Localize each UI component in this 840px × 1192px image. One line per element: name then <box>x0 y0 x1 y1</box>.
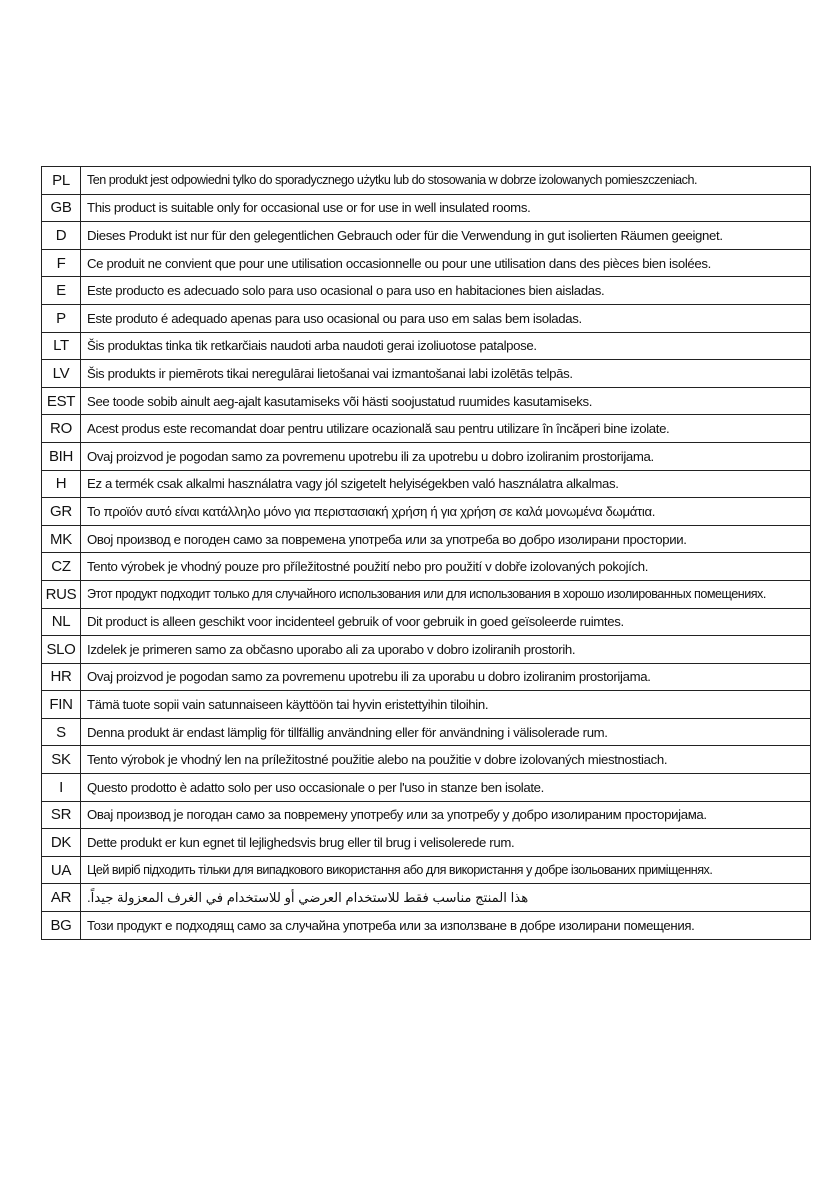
table-row-sk <box>42 746 811 774</box>
statement-text: Този продукт е подходящ само за случайна употреба или за използване в добре изолирани помещения. <box>87 917 695 933</box>
suitability-statement <box>81 884 811 912</box>
language-code: SK <box>42 746 81 774</box>
table-row-hr <box>42 663 811 691</box>
statement-text: Ovaj proizvod je pogodan samo za povremenu upotrebu ili za upotrebu u dobro izoliranim prostorijama. <box>87 448 654 464</box>
statement-text: Acest produs este recomandat doar pentru utilizare ocazională sau pentru utilizare în încăperi bine izolate. <box>87 421 670 437</box>
statement-text: Ez a termék csak alkalmi használatra vagy jól szigetelt helyiségekben való használatra alkalmas. <box>87 476 619 492</box>
suitability-statement <box>81 470 811 498</box>
suitability-statement <box>81 194 811 222</box>
table-row-e <box>42 277 811 305</box>
suitability-statement <box>81 249 811 277</box>
statement-text: This product is suitable only for occasional use or for use in well insulated rooms. <box>87 200 531 216</box>
suitability-statement <box>81 277 811 305</box>
suitability-statement <box>81 746 811 774</box>
language-code: AR <box>42 884 81 912</box>
suitability-statement <box>81 856 811 884</box>
suitability-statement <box>81 636 811 664</box>
language-table-body <box>42 167 811 940</box>
language-code: LT <box>42 332 81 360</box>
suitability-statement <box>81 304 811 332</box>
statement-text: Этот продукт подходит только для случайного использования или для использования в хорошо изолированных помещениях. <box>87 587 766 602</box>
statement-text: Ovaj proizvod je pogodan samo za povremenu upotrebu ili za uporabu u dobro izoliranim prostorijama. <box>87 669 651 685</box>
suitability-statement <box>81 608 811 636</box>
statement-text: Ten produkt jest odpowiedni tylko do sporadycznego użytku lub do stosowania w dobrze izolowanych pomieszczeniach. <box>87 173 697 188</box>
statement-text: Šis produkts ir piemērots tikai neregulārai lietošanai vai izmantošanai labi izolētās telpās. <box>87 365 573 381</box>
language-code: D <box>42 222 81 250</box>
table-row-mk <box>42 525 811 553</box>
language-code: EST <box>42 387 81 415</box>
table-row-pl <box>42 167 811 195</box>
statement-text: Dit product is alleen geschikt voor incidenteel gebruik of voor gebruik in goed geïsoleerde ruimtes. <box>87 614 624 630</box>
language-code: RUS <box>42 580 81 608</box>
suitability-statement <box>81 415 811 443</box>
table-row-h <box>42 470 811 498</box>
language-code: RO <box>42 415 81 443</box>
language-code: E <box>42 277 81 305</box>
statement-text: Dette produkt er kun egnet til lejlighedsvis brug eller til brug i velisolerede rum. <box>87 835 515 851</box>
suitability-statement <box>81 387 811 415</box>
table-row-slo <box>42 636 811 664</box>
table-row-p <box>42 304 811 332</box>
suitability-statement <box>81 498 811 526</box>
language-code: GR <box>42 498 81 526</box>
statement-text: Το προϊόν αυτό είναι κατάλληλο μόνο για περιστασιακή χρήση ή για χρήση σε καλά μονωμένα δωμάτια. <box>87 503 656 519</box>
language-code: F <box>42 249 81 277</box>
suitability-statement <box>81 774 811 802</box>
statement-text: Tämä tuote sopii vain satunnaiseen käyttöön tai hyvin eristettyihin tiloihin. <box>87 697 489 713</box>
statement-text: Este produto é adequado apenas para uso ocasional ou para uso em salas bem isoladas. <box>87 310 582 326</box>
suitability-statement <box>81 691 811 719</box>
table-row-ar <box>42 884 811 912</box>
statement-text: Questo prodotto è adatto solo per uso occasionale o per l'uso in stanze ben isolate. <box>87 779 544 795</box>
language-code: H <box>42 470 81 498</box>
statement-text: Овај производ је погодан само за повремену употребу или за употребу у добро изолираним просторијама. <box>87 807 707 823</box>
table-row-gb <box>42 194 811 222</box>
statement-text: Цей виріб підходить тільки для випадкового використання або для використання у добре ізольованих приміщеннях. <box>87 863 713 878</box>
language-code: MK <box>42 525 81 553</box>
table-row-ro <box>42 415 811 443</box>
statement-text: Овој производ е погоден само за повремена употреба или за употреба во добро изолирани простории. <box>87 531 687 547</box>
table-row-d <box>42 222 811 250</box>
table-row-nl <box>42 608 811 636</box>
table-row-fin <box>42 691 811 719</box>
language-code: BG <box>42 912 81 940</box>
table-row-lv <box>42 360 811 388</box>
suitability-statement <box>81 332 811 360</box>
table-row-rus <box>42 580 811 608</box>
table-row-s <box>42 718 811 746</box>
suitability-statement <box>81 718 811 746</box>
statement-text: هذا المنتج مناسب فقط للاستخدام العرضي أو للاستخدام في الغرف المعزولة جيداً. <box>87 889 529 905</box>
language-code: P <box>42 304 81 332</box>
statement-text: See toode sobib ainult aeg-ajalt kasutamiseks või hästi soojustatud ruumides kasutamiseks. <box>87 393 593 409</box>
table-row-sr <box>42 801 811 829</box>
language-code: GB <box>42 194 81 222</box>
language-code: FIN <box>42 691 81 719</box>
table-row-f <box>42 249 811 277</box>
suitability-statement <box>81 580 811 608</box>
suitability-statement <box>81 829 811 857</box>
statement-text: Dieses Produkt ist nur für den gelegentlichen Gebrauch oder für die Verwendung in gut isolierten Räumen geeignet. <box>87 227 723 243</box>
table-row-est <box>42 387 811 415</box>
statement-text: Denna produkt är endast lämplig för tillfällig användning eller för användning i välisolerade rum. <box>87 724 608 740</box>
suitability-statement <box>81 912 811 940</box>
table-row-dk <box>42 829 811 857</box>
statement-text: Tento výrobek je vhodný pouze pro příležitostné použití nebo pro použití v dobře izolovaných pokojích. <box>87 559 649 575</box>
statement-text: Este producto es adecuado solo para uso ocasional o para uso en habitaciones bien aisladas. <box>87 283 605 299</box>
statement-text: Šis produktas tinka tik retkarčiais naudoti arba naudoti gerai izoliuotose patalpose. <box>87 338 537 354</box>
suitability-statement <box>81 525 811 553</box>
language-code: LV <box>42 360 81 388</box>
suitability-statement <box>81 553 811 581</box>
suitability-statement <box>81 442 811 470</box>
suitability-statement <box>81 663 811 691</box>
language-code: BIH <box>42 442 81 470</box>
language-code: SLO <box>42 636 81 664</box>
language-code: CZ <box>42 553 81 581</box>
table-row-bih <box>42 442 811 470</box>
language-table <box>41 166 811 940</box>
statement-text: Tento výrobok je vhodný len na príležitostné použitie alebo na použitie v dobre izolovaných miestnostiach. <box>87 752 668 768</box>
language-code: DK <box>42 829 81 857</box>
language-code: I <box>42 774 81 802</box>
language-code: S <box>42 718 81 746</box>
language-code: NL <box>42 608 81 636</box>
suitability-statement <box>81 222 811 250</box>
table-row-bg <box>42 912 811 940</box>
suitability-statement <box>81 801 811 829</box>
language-code: SR <box>42 801 81 829</box>
suitability-statement <box>81 360 811 388</box>
table-row-ua <box>42 856 811 884</box>
suitability-statement <box>81 167 811 195</box>
table-row-i <box>42 774 811 802</box>
language-code: HR <box>42 663 81 691</box>
declaration-sheet <box>41 166 811 940</box>
language-code: UA <box>42 856 81 884</box>
statement-text: Ce produit ne convient que pour une utilisation occasionnelle ou pour une utilisation dans des pièces bien isolées. <box>87 255 711 271</box>
statement-text: Izdelek je primeren samo za občasno uporabo ali za uporabo v dobro izoliranih prostorih. <box>87 641 576 657</box>
language-code: PL <box>42 167 81 195</box>
table-row-gr <box>42 498 811 526</box>
table-row-cz <box>42 553 811 581</box>
table-row-lt <box>42 332 811 360</box>
